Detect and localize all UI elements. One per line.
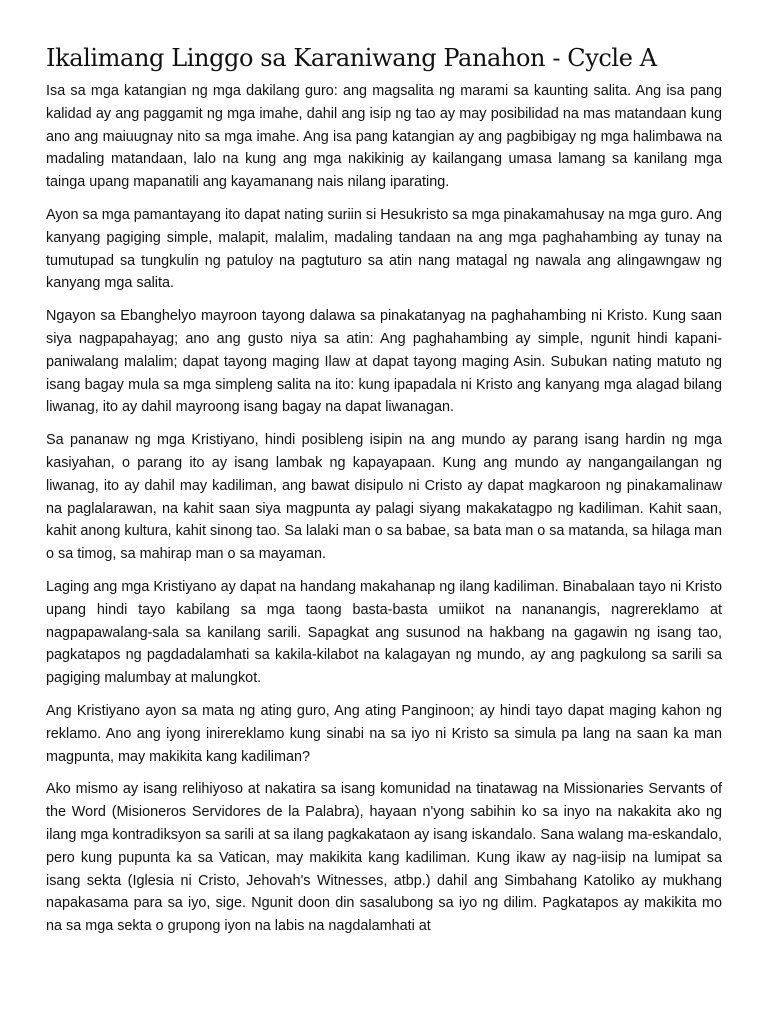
- paragraph-1: Isa sa mga katangian ng mga dakilang guro: ang magsalita ng marami sa kaunting salita. Ang isa pang kalidad ay ang paggamit ng mga imahe, dahil ang isip ng tao ay may posibilidad na mas matandaan kung ano ang maiuugnay nito sa mga imahe. Ang isa pang katangian ay ang pagbibigay ng mga halimbawa na madaling matandaan, lalo na kung ang mga nakikinig ay kailangang umasa lamang sa kanilang mga tainga upang mapanatili ang kayamanang nais nilang iparating.: [46, 83, 722, 191]
- paragraph-2: Ayon sa mga pamantayang ito dapat nating suriin si Hesukristo sa mga pinakamahusay na mga guro. Ang kanyang pagiging simple, malapit, malalim, madaling tandaan na ang mga paghahambing ay tunay na tumutupad sa tungkulin ng patuloy na pagtuturo sa atin nang matagal ng nawala ang alingawngaw ng kanyang mga salita.: [46, 206, 722, 292]
- paragraph-5: Laging ang mga Kristiyano ay dapat na handang makahanap ng ilang kadiliman. Binabalaan tayo ni Kristo upang hindi tayo kabilang sa mga taong basta-basta umiikot na nananangis, nagrereklamo at nagpapawalang-sala sa kanilang sarili. Sapagkat ang susunod na hakbang na gagawin ng isang tao, pagkatapos ng pagdadalamhati sa kakila-kilabot na kalagayan ng mundo, ay ang pagkulong sa sarili sa pagiging malumbay at malungkot.: [46, 578, 722, 687]
- paragraph-6: Ang Kristiyano ayon sa mata ng ating guro, Ang ating Panginoon; ay hindi tayo dapat maging kahon ng reklamo. Ano ang iyong inirereklamo kung sinabi na sa iyo ni Kristo sa simula pa lang na saan ka man magpunta, may makikita kang kadiliman?: [46, 702, 722, 765]
- document-body: [46, 80, 722, 948]
- paragraph-7: Ako mismo ay isang relihiyoso at nakatira sa isang komunidad na tinatawag na Missionaries Servants of the Word (Misioneros Servidores de la Palabra), hayaan n'yong sabihin ko sa inyo na nakakita ako ng ilang mga kontradiksyon sa sarili at sa ilang pagkakataon ay isang iskandalo. Sana walang ma-eskandalo, pero kung pupunta ka sa Vatican, may makikita kang kadiliman. Kung ikaw ay nag-iisip na lumipat sa isang sekta (Iglesia ni Cristo, Jehovah's Witnesses, atbp.) dahil ang Simbahang Katoliko ay mukhang napakasama para sa iyo, sige. Ngunit doon din sasalubong sa iyo ng dilim. Pagkatapos ay makikita mo na sa mga sekta o grupong iyon na labis na nagdalamhati at: [46, 781, 722, 935]
- document-title: Ikalimang Linggo sa Karaniwang Panahon - Cycle A: [46, 44, 657, 72]
- paragraph-4: Sa pananaw ng mga Kristiyano, hindi posibleng isipin na ang mundo ay parang isang hardin ng mga kasiyahan, o parang ito ay isang lambak ng kapayapaan. Kung ang mundo ay nangangailangan ng liwanag, ito ay dahil may kadiliman, ang bawat disipulo ni Cristo ay dapat magkaroon ng pinakamalinaw na paglalarawan, na kahit saan siya magpunta ay palagi siyang makakatagpo ng kadiliman. Kahit saan, kahit anong kultura, kahit sinong tao. Sa lalaki man o sa babae, sa bata man o sa matanda, sa hilaga man o sa timog, sa mahirap man o sa mayaman.: [46, 432, 722, 563]
- paragraph-3: Ngayon sa Ebanghelyo mayroon tayong dalawa sa pinakatanyag na paghahambing ni Kristo. Kung saan siya nagpapahayag; ano ang gusto niya sa atin: Ang paghahambing ay simple, ngunit hindi kapani-paniwalang malalim; dapat tayong maging Ilaw at dapat tayong maging Asin. Subukan nating matuto ng isang bagay mula sa mga simpleng salita na ito: kung ipapadala ni Kristo ang kanyang mga alagad bilang liwanag, ito ay dahil mayroong isang bagay na dapat liwanagan.: [46, 308, 722, 416]
